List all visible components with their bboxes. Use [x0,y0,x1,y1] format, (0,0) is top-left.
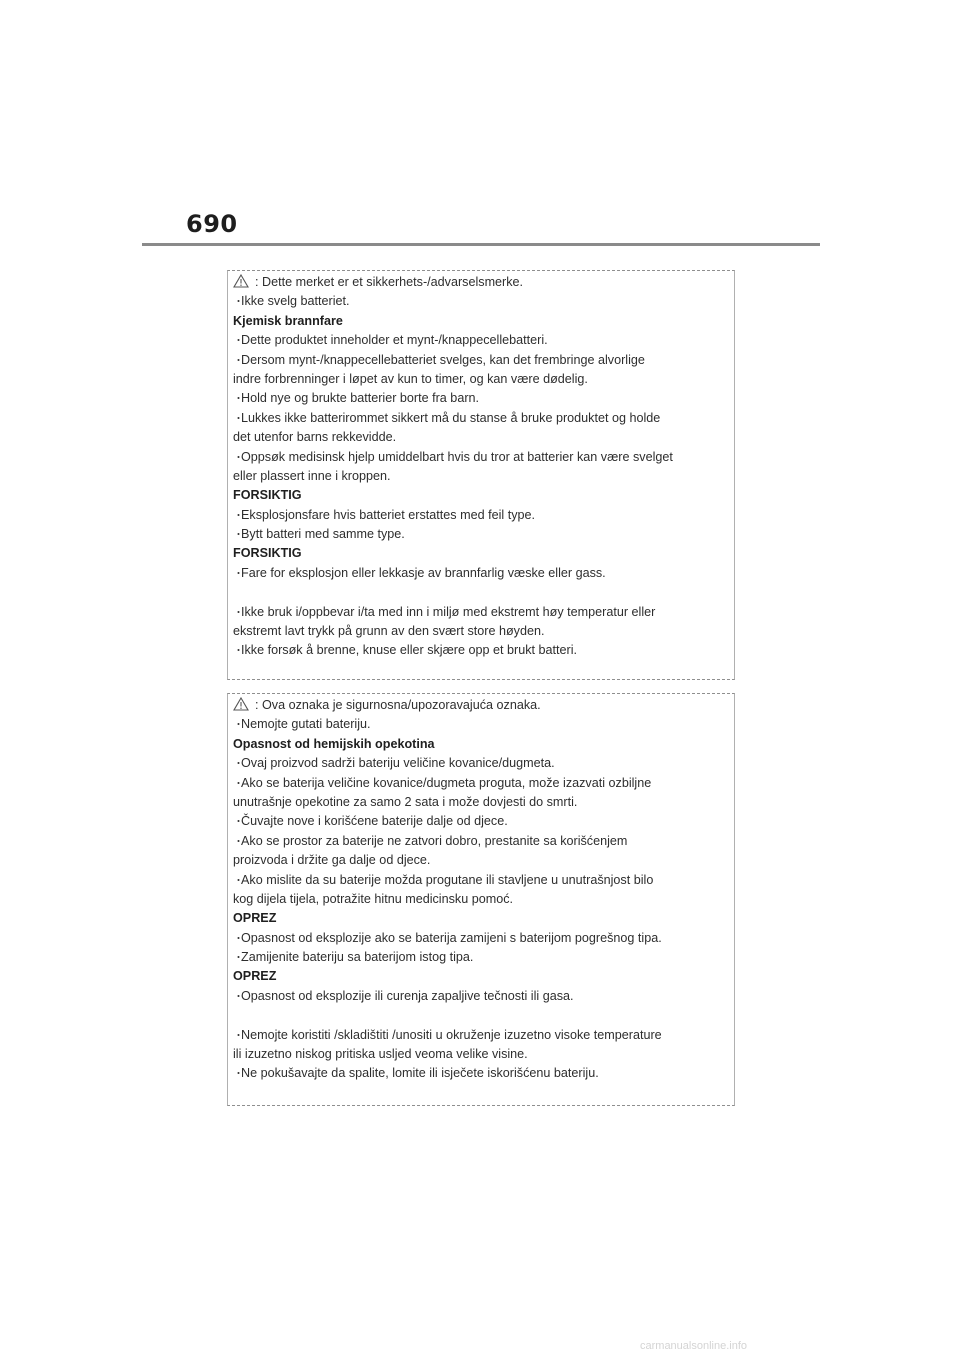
line-text: unutrašnje opekotine za samo 2 sata i može dovjesti do smrti. [233,794,578,809]
bullet-icon: ・ [233,816,244,829]
line-text: indre forbrenninger i løpet av kun to timer, og kan være dødelig. [233,371,588,386]
warning-triangle-icon [233,274,249,294]
text-line [233,428,730,447]
bullet-icon: ・ [233,1029,244,1042]
line-text: Opasnost od eksplozije ako se baterija zamijeni s baterijom pogrešnog tipa. [241,930,662,945]
line-text: Čuvajte nove i korišćene baterije dalje od djece. [241,814,508,829]
bullet-icon: ・ [233,606,244,619]
section-heading [233,544,730,563]
bullet-icon: ・ [233,529,244,542]
line-text: Ikke forsøk å brenne, knuse eller skjære opp et brukt batteri. [241,643,577,658]
line-text: Nemojte koristiti /skladištiti /unositi u okruženje izuzetno visoke temperature [241,1027,662,1042]
line-text: FORSIKTIG [233,488,302,503]
text-line [233,292,730,311]
bullet-icon: ・ [233,719,244,732]
box-lines [233,292,730,660]
text-line [233,948,730,967]
section-heading [233,312,730,331]
text-line [233,1026,730,1045]
text-line [233,1045,730,1064]
warning-box-norwegian [227,270,735,680]
text-line [233,754,730,773]
text-line [233,448,730,467]
bullet-icon: ・ [233,1068,244,1081]
text-line [233,641,730,660]
bullet-icon: ・ [233,354,244,367]
box-header [233,273,730,292]
text-line [233,851,730,870]
line-text: kog dijela tijela, potražite hitnu medicinsku pomoć. [233,891,514,906]
box-header-text: : Dette merket er et sikkerhets-/advarselsmerke. [255,275,524,289]
line-text: OPREZ [233,911,277,926]
line-text: Oppsøk medisinsk hjelp umiddelbart hvis du tror at batterier kan være svelget [241,449,673,464]
line-text: eller plassert inne i kroppen. [233,468,391,483]
line-text: ekstremt lavt trykk på grunn av den svært store høyden. [233,624,545,639]
text-line [233,564,730,583]
line-text: Ako se prostor za baterije ne zatvori dobro, prestanite sa korišćenjem [241,833,628,848]
line-text: Fare for eksplosjon eller lekkasje av brannfarlig væske eller gass. [241,565,606,580]
section-heading [233,967,730,986]
section-heading [233,735,730,754]
text-line [233,793,730,812]
box-header [233,696,730,715]
text-line [233,506,730,525]
line-text: Dette produktet inneholder et mynt-/knappecellebatteri. [241,333,548,348]
line-text: Zamijenite bateriju sa baterijom istog tipa. [241,950,474,965]
bullet-icon: ・ [233,645,244,658]
warning-triangle-icon [233,697,249,717]
bullet-icon: ・ [233,952,244,965]
box-header-text: : Ova oznaka je sigurnosna/upozoravajuća oznaka. [255,698,541,712]
text-line [233,467,730,486]
text-line [233,774,730,793]
line-text: Lukkes ikke batterirommet sikkert må du stanse å bruke produktet og holde [241,410,661,425]
bullet-icon: ・ [233,567,244,580]
line-text: Eksplosjonsfare hvis batteriet erstattes med feil type. [241,507,535,522]
line-text: Dersom mynt-/knappecellebatteriet svelges, kan det frembringe alvorlige [241,352,645,367]
spacer [233,1006,730,1025]
box-lines [233,715,730,1083]
text-line [233,331,730,350]
bullet-icon: ・ [233,393,244,406]
line-text: Ikke bruk i/oppbevar i/ta med inn i miljø med ekstremt høy temperatur eller [241,604,656,619]
text-line [233,871,730,890]
bullet-icon: ・ [233,777,244,790]
line-text: Bytt batteri med samme type. [241,527,405,542]
text-line [233,987,730,1006]
line-text: OPREZ [233,969,277,984]
text-line [233,812,730,831]
bullet-icon: ・ [233,835,244,848]
line-text: Ako mislite da su baterije možda progutane ili stavljene u unutrašnjost bilo [241,872,654,887]
text-line [233,1064,730,1083]
line-text: proizvoda i držite ga dalje od djece. [233,853,431,868]
line-text: Ne pokušavajte da spalite, lomite ili isječete iskorišćenu bateriju. [241,1066,599,1081]
line-text: Nemojte gutati bateriju. [241,717,371,732]
bullet-icon: ・ [233,335,244,348]
section-heading [233,909,730,928]
line-text: FORSIKTIG [233,546,302,561]
header-rule [142,243,820,246]
bullet-icon: ・ [233,932,244,945]
line-text: Kjemisk brannfare [233,313,343,328]
text-line [233,890,730,909]
text-line [233,351,730,370]
warning-box-croatian [227,693,735,1106]
bullet-icon: ・ [233,451,244,464]
bullet-icon: ・ [233,412,244,425]
text-line [233,832,730,851]
text-line [233,409,730,428]
spacer [233,583,730,602]
text-line [233,929,730,948]
text-line [233,370,730,389]
text-line [233,715,730,734]
text-line [233,622,730,641]
text-line [233,525,730,544]
line-text: det utenfor barns rekkevidde. [233,430,397,445]
line-text: ili izuzetno niskog pritiska usljed veoma velike visine. [233,1047,528,1062]
bullet-icon: ・ [233,990,244,1003]
line-text: Hold nye og brukte batterier borte fra barn. [241,391,480,406]
line-text: Ovaj proizvod sadrži bateriju veličine kovanice/dugmeta. [241,756,555,771]
line-text: Ikke svelg batteriet. [241,294,350,309]
watermark-footer: carmanualsonline.info [640,1340,748,1352]
bullet-icon: ・ [233,758,244,771]
text-line [233,603,730,622]
bullet-icon: ・ [233,296,244,309]
bullet-icon: ・ [233,509,244,522]
line-text: Opasnost od eksplozije ili curenja zapaljive tečnosti ili gasa. [241,988,574,1003]
bullet-icon: ・ [233,874,244,887]
line-text: Opasnost od hemijskih opekotina [233,736,435,751]
line-text: Ako se baterija veličine kovanice/dugmeta proguta, može izazvati ozbiljne [241,775,652,790]
section-heading [233,486,730,505]
page-number: 690 [186,210,238,238]
text-line [233,389,730,408]
